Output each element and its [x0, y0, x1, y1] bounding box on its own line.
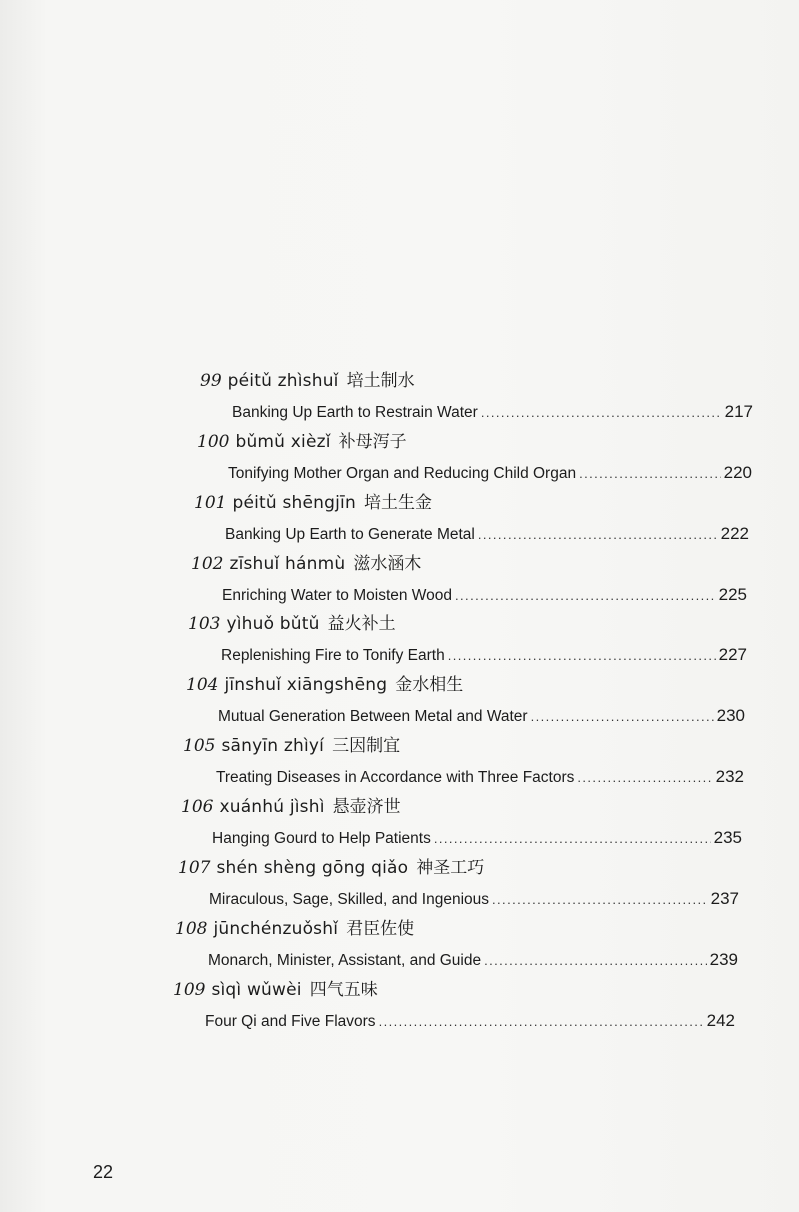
entry-hanzi: 悬壶济世 — [332, 797, 401, 817]
entry-number: 104 — [186, 675, 219, 695]
entry-pinyin: zīshuǐ hánmù — [229, 554, 346, 574]
entry-english-title: Monarch, Minister, Assistant, and Guide — [208, 952, 482, 969]
entry-english-title: Mutual Generation Between Metal and Water — [218, 708, 528, 725]
dot-leader — [492, 888, 708, 912]
entry-subline — [225, 522, 749, 546]
dot-leader — [434, 827, 711, 851]
entry-pinyin: sìqì wǔwèi — [211, 980, 302, 1000]
entry-subline — [221, 643, 747, 667]
entry-number: 109 — [173, 980, 206, 1000]
entry-heading — [178, 855, 484, 881]
page-number: 22 — [93, 1162, 114, 1182]
dot-leader — [579, 462, 721, 486]
entry-hanzi: 金水相生 — [395, 675, 464, 695]
entry-pinyin: péitǔ zhìshuǐ — [227, 371, 339, 391]
entry-pinyin: xuánhú jìshì — [219, 797, 325, 817]
entry-english-title: Four Qi and Five Flavors — [205, 1013, 376, 1030]
entry-number: 105 — [183, 736, 216, 756]
entry-english-title: Banking Up Earth to Generate Metal — [225, 526, 475, 543]
entry-number: 108 — [175, 919, 208, 939]
entry-page-number: 239 — [709, 950, 738, 969]
entry-heading — [186, 672, 463, 698]
entry-subline — [222, 583, 747, 607]
entry-subline — [209, 887, 739, 911]
entry-english-title: Treating Diseases in Accordance with Three Factors — [216, 769, 575, 786]
entry-heading — [181, 794, 401, 820]
entry-pinyin: jīnshuǐ xiāngshēng — [224, 675, 388, 695]
dot-leader — [577, 766, 712, 790]
dot-leader — [481, 401, 722, 425]
entry-number: 107 — [178, 858, 211, 878]
entry-number: 100 — [197, 432, 230, 452]
entry-subline — [228, 461, 752, 485]
entry-number: 103 — [188, 614, 221, 634]
entry-page-number: 227 — [718, 645, 747, 664]
entry-subline — [212, 826, 742, 850]
dot-leader — [379, 1010, 704, 1034]
dot-leader — [478, 523, 718, 547]
entry-hanzi: 培土制水 — [346, 371, 415, 391]
entry-page-number: 225 — [718, 585, 747, 604]
entry-english-title: Hanging Gourd to Help Patients — [212, 830, 431, 847]
entry-subline — [216, 765, 744, 789]
entry-hanzi: 四气五味 — [309, 980, 378, 1000]
entry-page-number: 230 — [716, 706, 745, 725]
entry-english-title: Miraculous, Sage, Skilled, and Ingenious — [209, 891, 490, 908]
entry-heading — [173, 977, 378, 1003]
entry-subline — [232, 400, 753, 424]
entry-page-number: 242 — [706, 1011, 735, 1030]
entry-pinyin: sānyīn zhìyí — [221, 736, 325, 756]
dot-leader — [484, 949, 707, 973]
dot-leader — [448, 644, 716, 668]
entry-subline — [205, 1009, 735, 1033]
entry-hanzi: 培土生金 — [363, 493, 432, 513]
entry-subline — [218, 704, 745, 728]
entry-hanzi: 补母泻子 — [338, 432, 407, 452]
entry-english-title: Banking Up Earth to Restrain Water — [232, 404, 478, 421]
entry-page-number: 232 — [715, 767, 744, 786]
entry-number: 99 — [200, 371, 222, 391]
entry-pinyin: yìhuǒ bǔtǔ — [226, 614, 320, 634]
entry-number: 102 — [191, 554, 224, 574]
entry-page-number: 237 — [710, 889, 739, 908]
entry-english-title: Replenishing Fire to Tonify Earth — [221, 647, 445, 664]
entry-page-number: 217 — [724, 402, 753, 421]
entry-pinyin: jūnchénzuǒshǐ — [213, 919, 339, 939]
entry-heading — [175, 916, 414, 942]
entry-english-title: Enriching Water to Moisten Wood — [222, 587, 453, 604]
entry-subline — [208, 948, 738, 972]
entry-page-number: 220 — [723, 463, 752, 482]
entry-heading — [188, 611, 396, 637]
entry-pinyin: péitǔ shēngjīn — [232, 493, 356, 513]
entry-hanzi: 神圣工巧 — [416, 858, 485, 878]
entry-page-number: 222 — [720, 524, 749, 543]
entry-hanzi: 君臣佐使 — [346, 919, 415, 939]
entry-heading — [183, 733, 400, 759]
entry-english-title: Tonifying Mother Organ and Reducing Child Organ — [228, 465, 577, 482]
entry-page-number: 235 — [713, 828, 742, 847]
entry-heading — [191, 551, 421, 577]
entry-heading — [197, 429, 407, 455]
entry-number: 106 — [181, 797, 214, 817]
entry-hanzi: 滋水涵木 — [353, 554, 422, 574]
entry-heading — [194, 490, 432, 516]
entry-hanzi: 三因制宜 — [332, 736, 401, 756]
dot-leader — [455, 584, 716, 608]
dot-leader — [531, 705, 714, 729]
entry-pinyin: shén shèng gōng qiǎo — [216, 858, 409, 878]
entry-pinyin: bǔmǔ xièzǐ — [235, 432, 331, 452]
entry-hanzi: 益火补土 — [327, 614, 396, 634]
entry-number: 101 — [194, 493, 227, 513]
entry-heading — [200, 368, 415, 394]
